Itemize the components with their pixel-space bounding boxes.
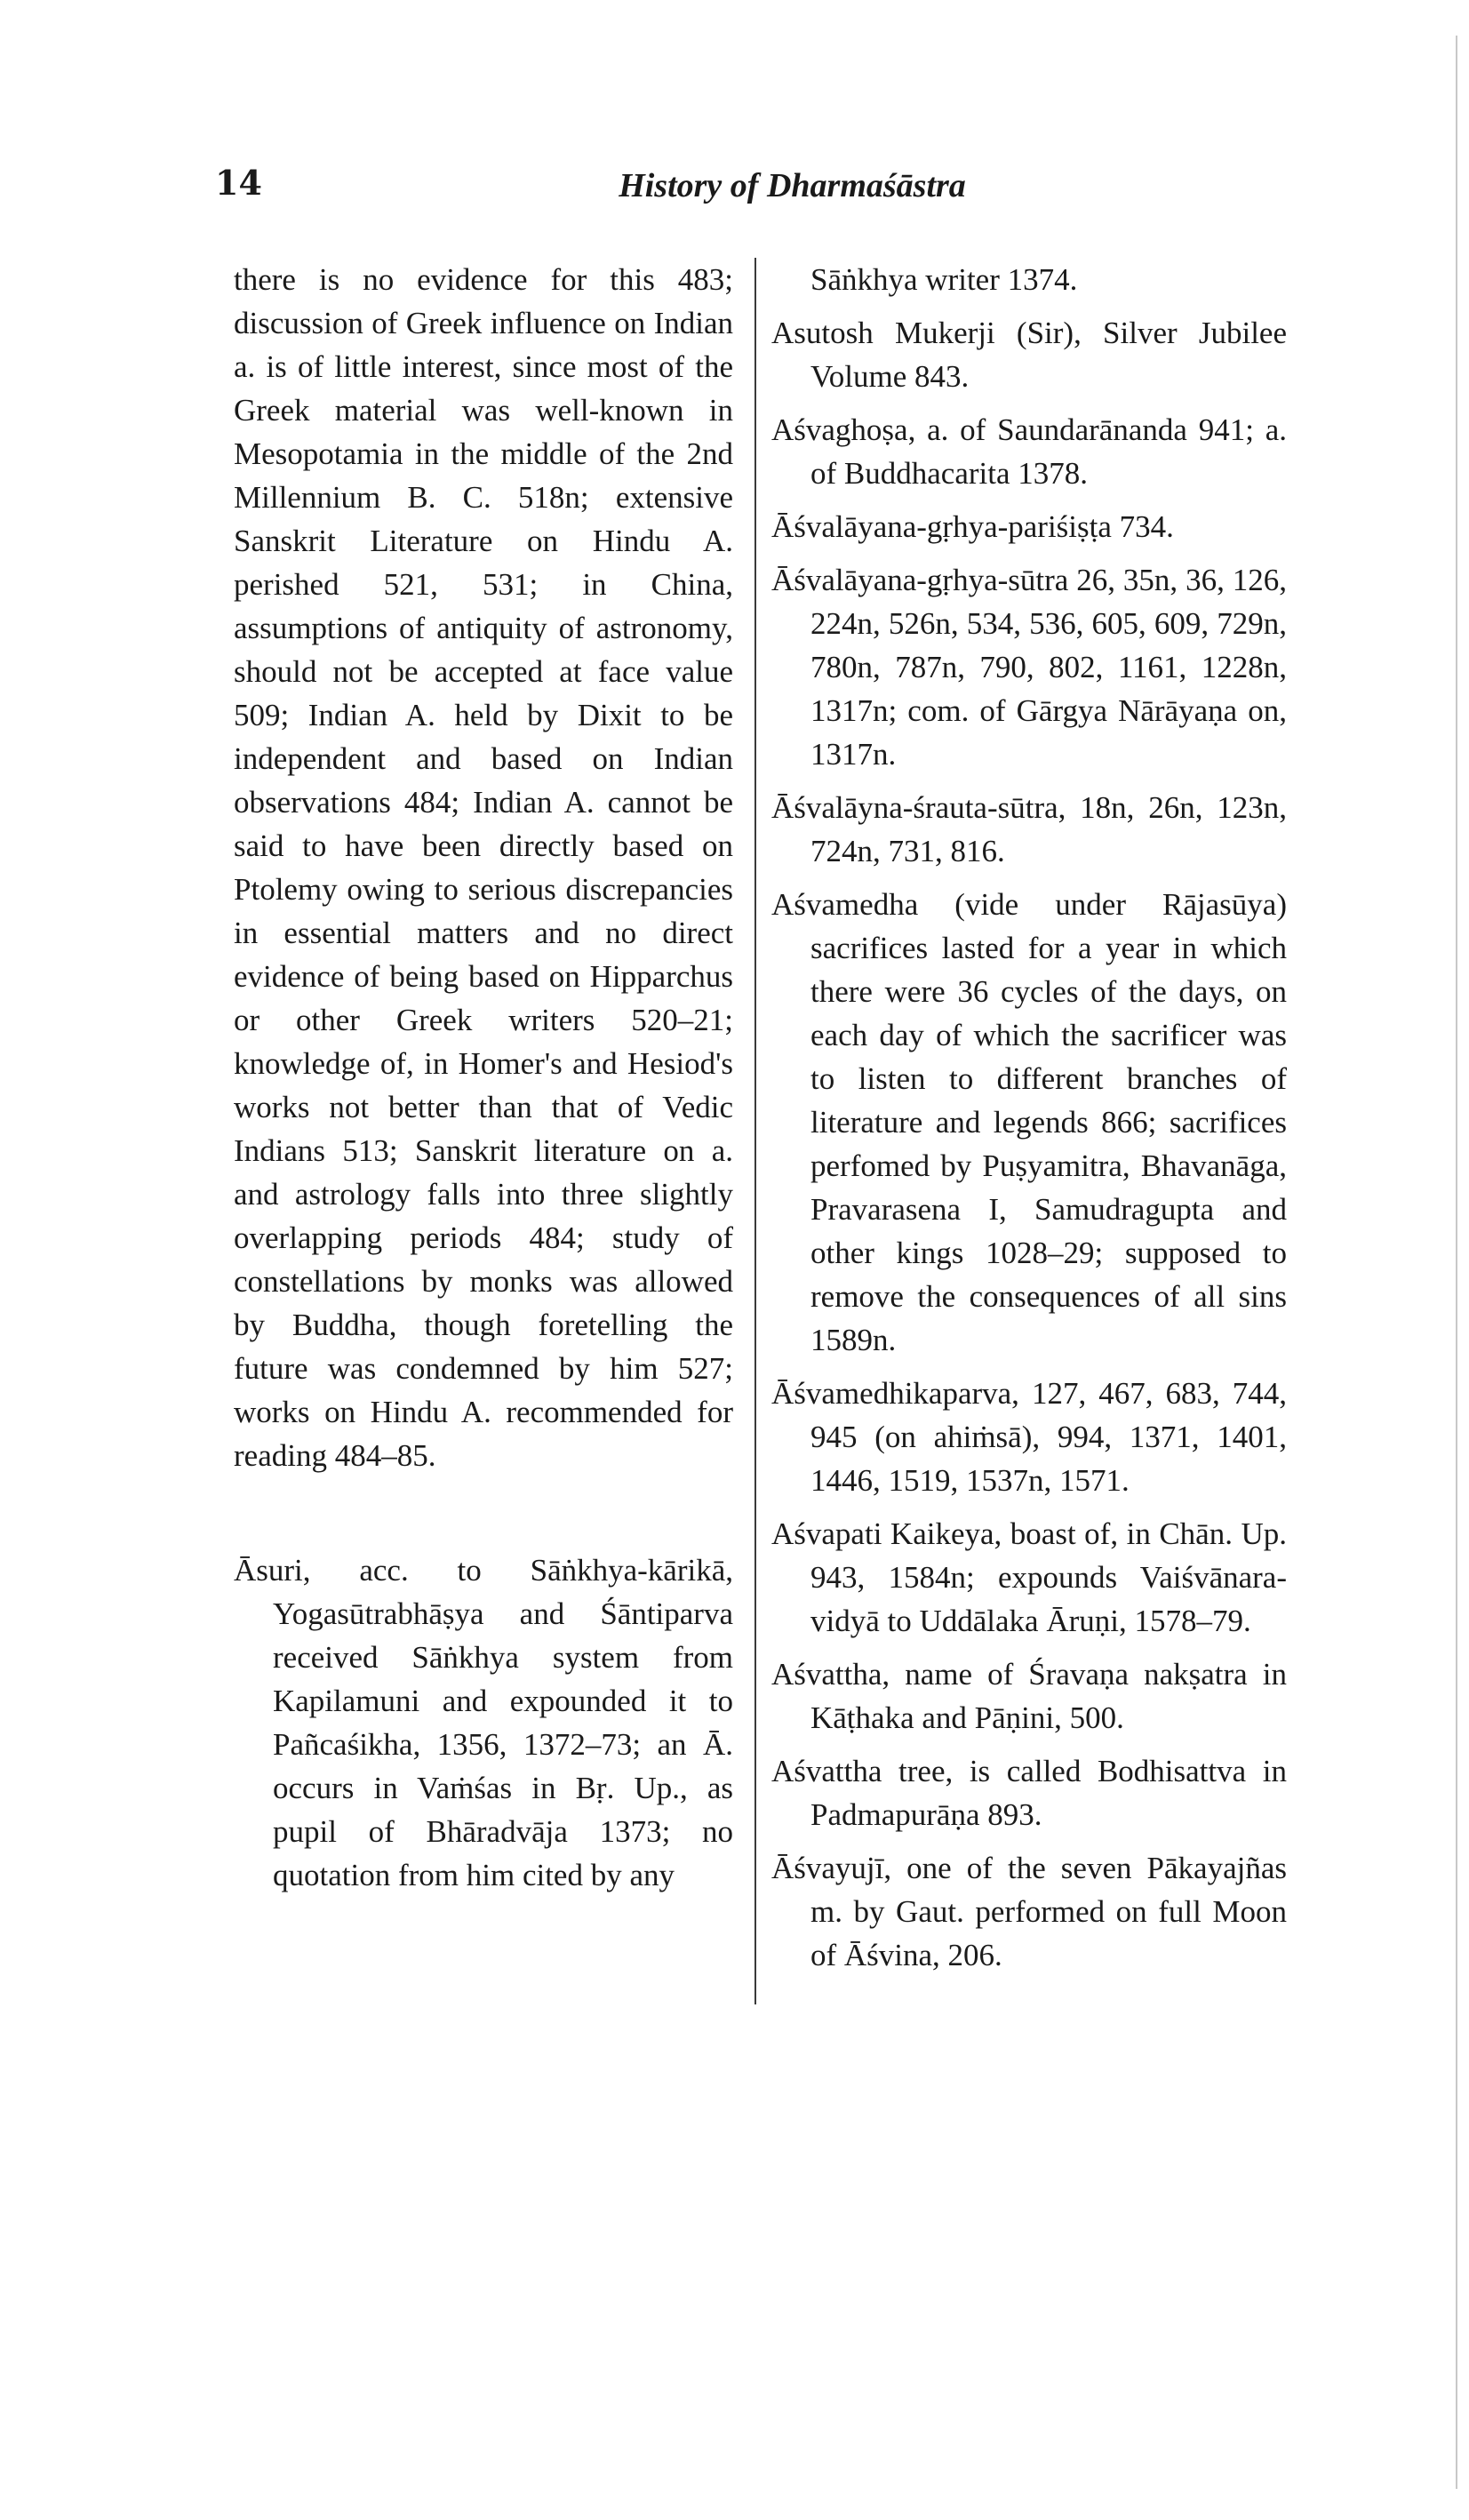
index-entry: Aśvaghoṣa, a. of Saundarānanda 941; a. of Buddhacarita 1378. [771,412,1287,491]
index-entry: Aśvattha, name of Śravaṇa nakṣatra in Kāṭhaka and Pāṇini, 500. [771,1657,1287,1735]
index-entry: Āśvalāyana-gṛhya-pariśiṣṭa 734. [771,509,1174,544]
index-entry: there is no evidence for this 483; discussion of Greek influence on Indian a. is of little interest, since most of the Greek material was well-known in Mesopotamia in the middle of the 2nd Millennium B. C. 518n; extensive Sanskrit Literature on Hindu A. perished 521, 531; in China, assumptions of antiquity of astronomy, should not be accepted at face value 509; Indian A. held by Dixit to be independent and based on Indian observations 484; Indian A. cannot be said to have been directly based on Ptolemy owing to serious discrepancies in essential matters and no direct evidence of being based on Hipparchus or other Greek writers 520–21; knowledge of, in Homer's and Hesiod's works not better than that of Vedic Indians 513; Sanskrit literature on a. and astrology falls into three slightly overlapping periods 484; study of constellations by monks was allowed by Buddha, though foretelling the future was condemned by him 527; works on Hindu A. recommended for reading 484–85. [234,262,733,1473]
running-title: History of Dharmaśāstra [619,167,966,204]
scan-edge-line [1456,36,1457,2489]
left-column [234,258,733,1907]
right-column [771,258,1287,1987]
index-entry: Aśvattha tree, is called Bodhisattva in Padmapurāṇa 893. [771,1754,1287,1832]
index-entry: Āśvayujī, one of the seven Pākayajñas m. by Gaut. performed on full Moon of Āśvina, 206. [771,1851,1287,1972]
page-number: 14 [215,163,262,203]
index-entry: Āśvamedhikaparva, 127, 467, 683, 744, 945 (on ahiṁsā), 994, 1371, 1401, 1446, 1519, 1537n, 1571. [771,1376,1287,1498]
index-entry: Sāṅkhya writer 1374. [810,262,1078,297]
index-entry: Āśvalāyana-gṛhya-sūtra 26, 35n, 36, 126, 224n, 526n, 534, 536, 605, 609, 729n, 780n, 787n, 790, 802, 1161, 1228n, 1317n; com. of Gārgya Nārāyaṇa on, 1317n. [771,563,1287,772]
index-entry: Asutosh Mukerji (Sir), Silver Jubilee Volume 843. [771,316,1287,394]
column-divider [754,258,756,2004]
index-entry: Aśvamedha (vide under Rājasūya) sacrifices lasted for a year in which there were 36 cycles of the days, on each day of which the sacrificer was to listen to different branches of literature and legends 866; sacrifices perfomed by Puṣyamitra, Bhavanāga, Pravarasena I, Samudragupta and other kings 1028–29; supposed to remove the consequences of all sins 1589n. [771,887,1287,1357]
index-entry: Āsuri, acc. to Sāṅkhya-kārikā, Yogasūtrabhāṣya and Śāntiparva received Sāṅkhya system from Kapilamuni and expounded it to Pañcaśikha, 1356, 1372–73; an Ā. occurs in Vaṁśas in Bṛ. Up., as pupil of Bhāradvāja 1373; no quotation from him cited by any [234,1553,733,1892]
index-entry: Āśvalāyna-śrauta-sūtra, 18n, 26n, 123n, 724n, 731, 816. [771,790,1287,868]
index-entry: Aśvapati Kaikeya, boast of, in Chān. Up. 943, 1584n; expounds Vaiśvānara-vidyā to Uddālaka Āruṇi, 1578–79. [771,1516,1287,1638]
